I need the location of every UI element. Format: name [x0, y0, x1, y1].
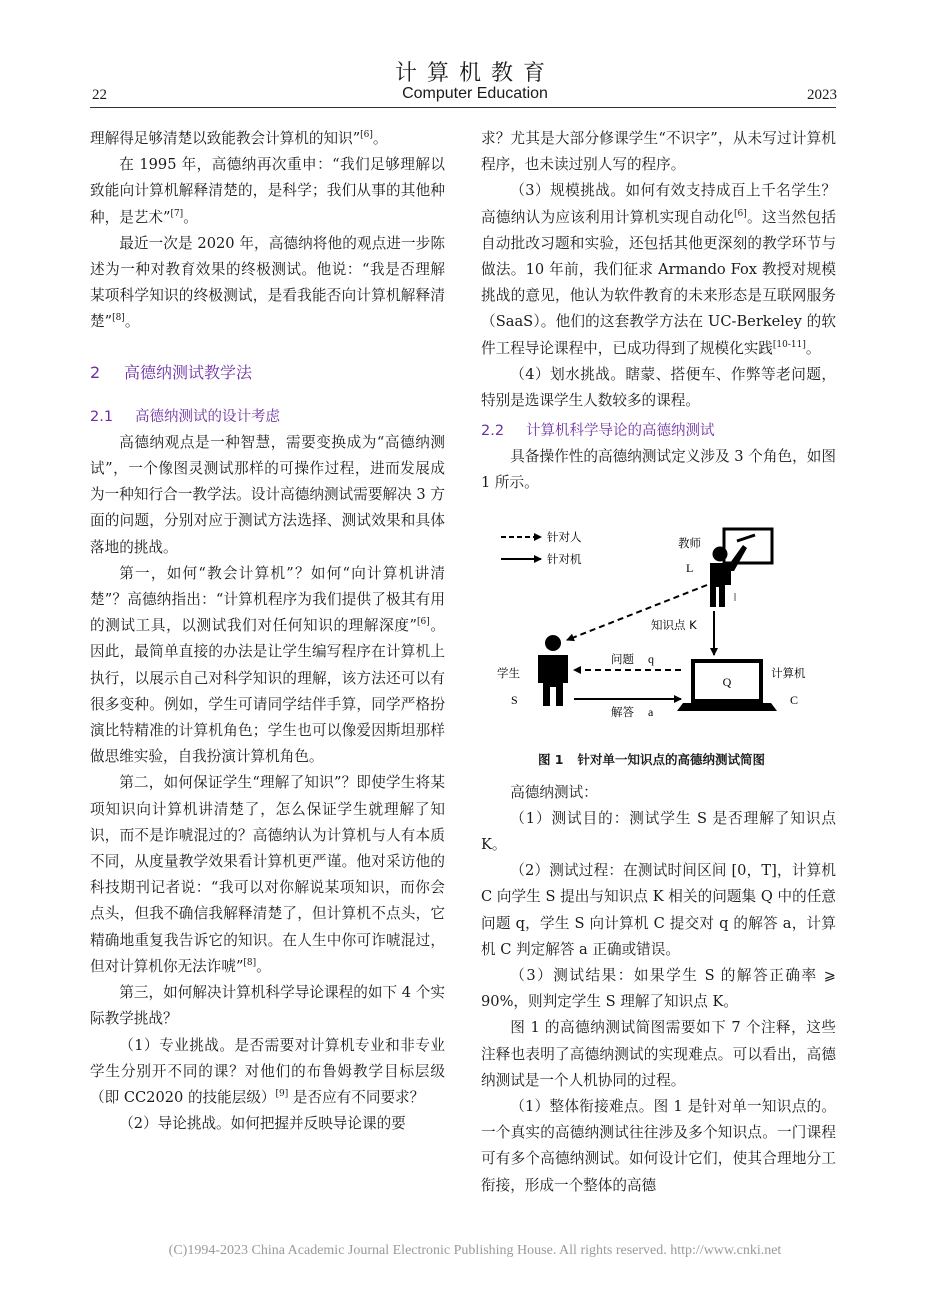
paragraph: （1）整体衔接难点。图 1 是针对单一知识点的。一个真实的高德纳测试往往涉及多个知识点。一门课程可有多个高德纳测试。如何设计它们，使其合理地分工衔接，形成一个整体的高德	[481, 1098, 836, 1194]
question-label: 问题	[611, 651, 634, 666]
teacher-label: 教师	[678, 535, 701, 550]
paragraph: 最近一次是 2020 年，高德纳将他的观点进一步陈述为一种对教育效果的终极测试。他说：“我是否理解某项科学知识的终极测试，是看我能否向计算机解释清楚”[8]。	[90, 234, 445, 331]
student-symbol: S	[511, 692, 518, 707]
paragraph: （1）测试目的：测试学生 S 是否理解了知识点 K。	[481, 809, 836, 854]
paragraph: （2）测试过程：在测试时间区间 [0，T]，计算机 C 向学生 S 提出与知识点 K 相关的问题集 Q 中的任意问题 q，学生 S 向计算机 C 提交对 q 的解答 a，计算机 C 判定解答 a 正确或错误。	[481, 862, 836, 958]
paragraph: 第二，如何保证学生“理解了知识”？即使学生将某项知识向计算机讲清楚了，怎么保证学生就理解了知识，而不是诈唬混过的？高德纳认为计算机与人有本质不同，从度量教学效果看计算机更严谨。他对采访他的科技期刊记者说：“我可以对你解说某项知识，而你会点头，但我不确信我解释清楚了，但计算机不点头，它精确地重复我告诉它的知识。在人生中你可诈唬混过，但对计算机你无法诈唬”[8]。	[90, 774, 445, 975]
paragraph: 高德纳测试：	[510, 783, 598, 801]
question-set-label: Q	[722, 674, 732, 689]
student-icon	[538, 635, 568, 706]
paragraph: 第一，如何“教会计算机”？如何“向计算机讲清楚”？高德纳指出：“计算机程序为我们提供了极其有用的测试工具，以测试我们对任何知识的理解深度”[6]。因此，最简单直接的办法是让学生编写程序在计算机上执行，以展示自己对科学知识的理解，该方法还可以有很多变种。例如，学生可请同学结伴手算，同学严格扮演比特精准的计算机角色；学生也可以像爱因斯坦那样做思维实验，自我扮演计算机角色。	[90, 564, 445, 766]
section-heading: 2 高德纳测试教学法	[90, 362, 253, 382]
knowledge-label: 知识点 K	[651, 617, 697, 632]
paragraph: （1）专业挑战。是否需要对计算机专业和非专业学生分别开不同的课？对他们的布鲁姆教学目标层级（即 CC2020 的技能层级）[9] 是否应有不同要求？	[90, 1036, 445, 1106]
teacher-symbol: L	[686, 560, 694, 575]
answer-symbol: a	[648, 704, 654, 719]
legend-person-label: 针对人	[547, 529, 582, 544]
page-number: 22	[92, 87, 107, 103]
paragraph: 具备操作性的高德纳测试定义涉及 3 个角色，如图 1 所示。	[481, 448, 836, 492]
paragraph: （3）规模挑战。如何有效支持成百上千名学生？高德纳认为应该利用计算机实现自动化[6]。这当然包括自动批改习题和实验，还包括其他更深刻的教学环节与做法。10 年前，我们征求 Armando Fox 教授对规模挑战的意见，他认为软件教育的未来形态是互联网服务（SaaS）。他们的这套教学方法在 UC-Berkeley 的软件工程导论课程中，已成功得到了规模化实践[10-11]。	[481, 182, 836, 357]
header-rule	[90, 107, 836, 108]
knuth-test-diagram	[481, 515, 836, 750]
journal-title: 计算机教育	[394, 61, 555, 86]
subsection-heading: 2.1 高德纳测试的设计考虑	[90, 408, 280, 425]
right-column	[481, 126, 836, 1199]
paragraph: （2）导论挑战。如何把握并反映导论课的要	[119, 1115, 406, 1133]
paragraph: 高德纳观点是一种智慧，需要变换成为“高德纳测试”，一个像图灵测试那样的可操作过程，进而发展成为一种知行合一教学法。设计高德纳测试需要解决 3 方面的问题，分别对应于测试方法选择、测试效果和具体落地的挑战。	[90, 433, 445, 556]
paragraph: 在 1995 年，高德纳再次重申：“我们足够理解以致能向计算机解释清楚的，是科学；我们从事的其他种种，是艺术”[7]。	[90, 156, 445, 226]
figure-caption: 图 1 针对单一知识点的高德纳测试简图	[537, 751, 766, 767]
paragraph: （3）测试结果：如果学生 S 的解答正确率 ⩾ 90%，则判定学生 S 理解了知识点 K。	[481, 967, 836, 1011]
paragraph: （4）划水挑战。瞎蒙、搭便车、作弊等老问题，特别是选课学生人数较多的课程。	[481, 365, 836, 410]
teacher-icon	[710, 529, 772, 607]
left-column	[90, 126, 445, 1137]
subsection-heading: 2.2 计算机科学导论的高德纳测试	[481, 423, 715, 440]
journal-subtitle: Computer Education	[402, 85, 548, 102]
computer-symbol: C	[790, 692, 799, 707]
question-symbol: q	[648, 651, 654, 666]
answer-label: 解答	[611, 704, 634, 719]
computer-label: 计算机	[771, 665, 806, 680]
paragraph: 理解得足够清楚以致能教会计算机的知识”[6]。	[90, 130, 388, 147]
paragraph: 第三，如何解决计算机科学导论课程的如下 4 个实际教学挑战？	[90, 984, 445, 1028]
copyright-footer: (C)1994-2023 China Academic Journal Electronic Publishing House. All rights reserved. http://www.cnki.net	[168, 1243, 782, 1258]
figure-1	[481, 515, 836, 750]
student-label: 学生	[497, 665, 520, 680]
legend-machine-label: 针对机	[547, 551, 582, 566]
paragraph: 求？尤其是大部分修课学生“不识字”，从未写过计算机程序，也未读过别人写的程序。	[481, 130, 836, 174]
paragraph: 图 1 的高德纳测试简图需要如下 7 个注释，这些注释也表明了高德纳测试的实现难点。可以看出，高德纳测试是一个人机协同的过程。	[481, 1019, 836, 1089]
issue-year: 2023	[807, 87, 837, 103]
